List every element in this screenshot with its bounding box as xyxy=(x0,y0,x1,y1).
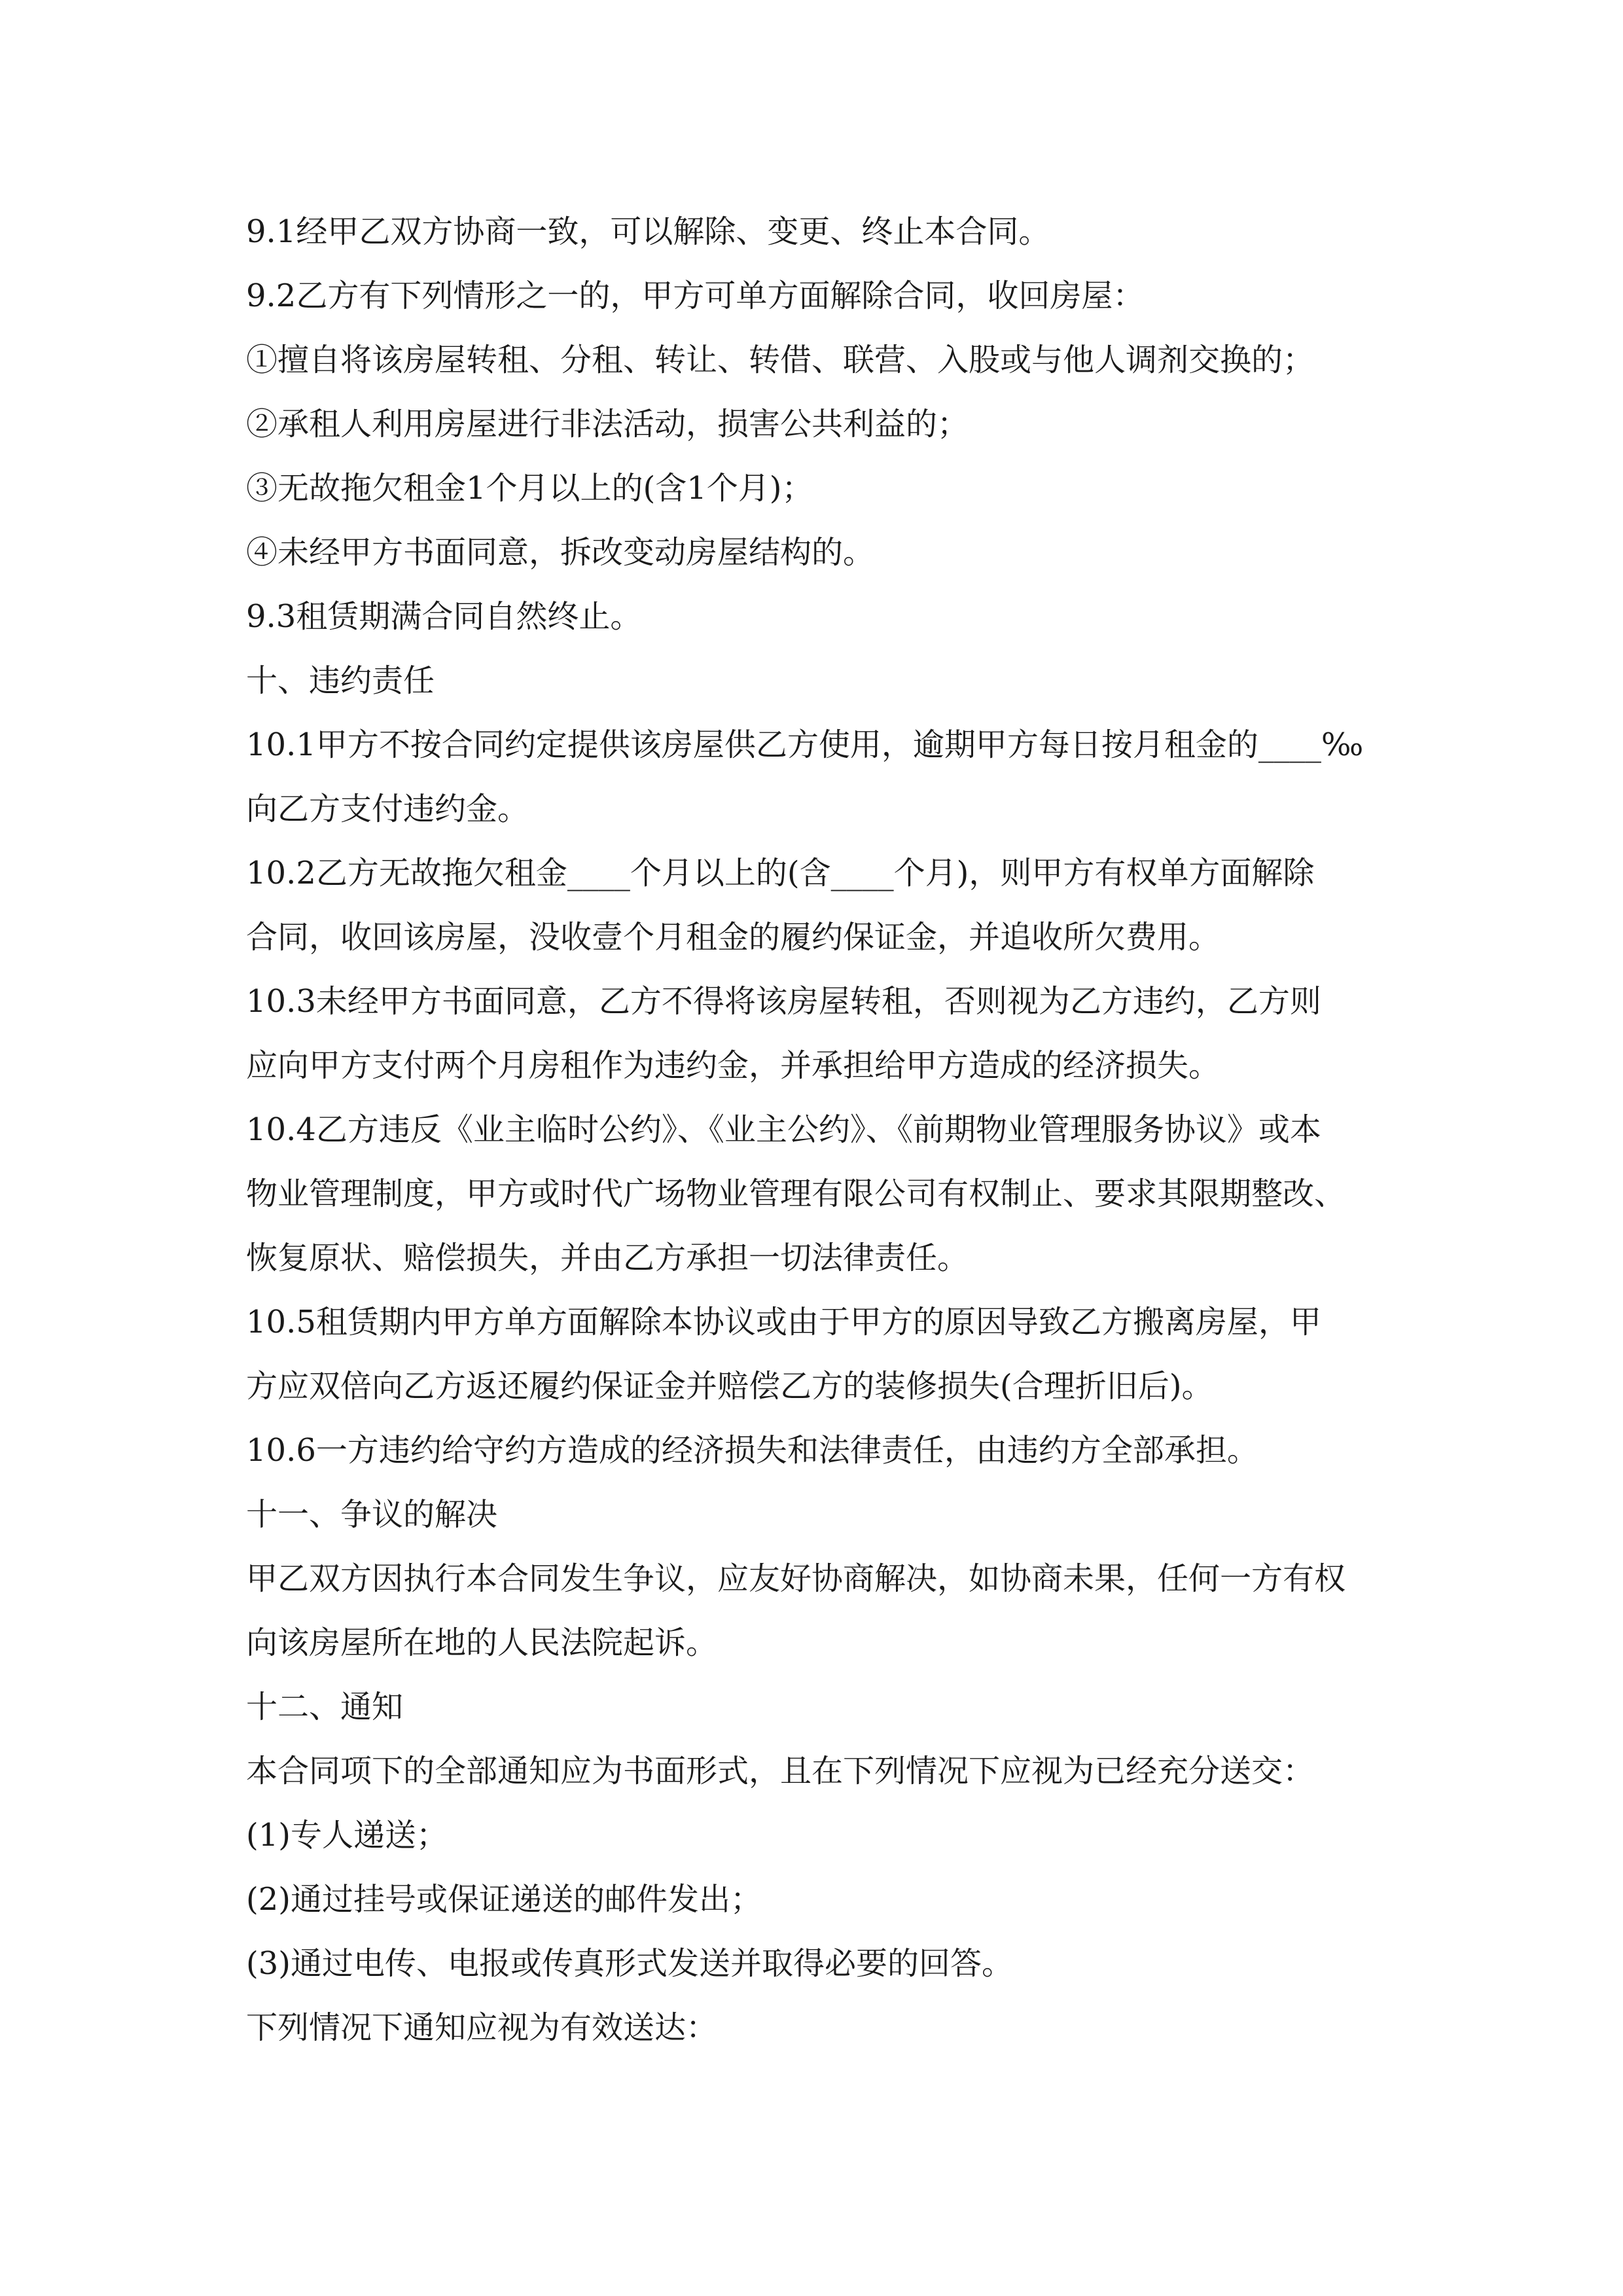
text-line: 10.2乙方无故拖欠租金____个月以上的(含____个月)，则甲方有权单方面解除 xyxy=(246,855,1315,891)
text-line: (3)通过电传、电报或传真形式发送并取得必要的回答。 xyxy=(246,1945,1013,1982)
text-line: 向乙方支付违约金。 xyxy=(246,791,529,827)
text-line: 10.6一方违约给守约方造成的经济损失和法律责任，由违约方全部承担。 xyxy=(246,1432,1258,1469)
document-page xyxy=(246,200,1418,2060)
text-line: ③无故拖欠租金1个月以上的(含1个月)； xyxy=(246,470,813,507)
text-line: 9.1经甲乙双方协商一致，可以解除、变更、终止本合同。 xyxy=(246,213,1050,250)
text-line: 9.3租赁期满合同自然终止。 xyxy=(246,598,642,635)
text-line: 应向甲方支付两个月房租作为违约金，并承担给甲方造成的经济损失。 xyxy=(246,1047,1221,1084)
text-line: 10.5租赁期内甲方单方面解除本协议或由于甲方的原因导致乙方搬离房屋，甲 xyxy=(246,1304,1321,1340)
text-line: ④未经甲方书面同意，拆改变动房屋结构的。 xyxy=(246,534,875,571)
text-line: 本合同项下的全部通知应为书面形式，且在下列情况下应视为已经充分送交： xyxy=(246,1753,1315,1789)
text-line: 9.2乙方有下列情形之一的，甲方可单方面解除合同，收回房屋： xyxy=(246,278,1145,314)
text-line: (2)通过挂号或保证递送的邮件发出； xyxy=(246,1881,762,1918)
text-line: 10.3未经甲方书面同意，乙方不得将该房屋转租，否则视为乙方违约，乙方则 xyxy=(246,983,1321,1020)
section-heading: 十、违约责任 xyxy=(246,662,435,699)
text-line: 10.4乙方违反《业主临时公约》、《业主公约》、《前期物业管理服务协议》或本 xyxy=(246,1111,1321,1148)
text-line: 向该房屋所在地的人民法院起诉。 xyxy=(246,1624,718,1661)
text-line: 甲乙双方因执行本合同发生争议，应友好协商解决，如协商未果，任何一方有权 xyxy=(246,1560,1346,1597)
text-line: 合同，收回该房屋，没收壹个月租金的履约保证金，并追收所欠费用。 xyxy=(246,919,1221,956)
section-heading: 十一、争议的解决 xyxy=(246,1496,498,1533)
text-line: 10.1甲方不按合同约定提供该房屋供乙方使用，逾期甲方每日按月租金的____‰ xyxy=(246,726,1364,763)
text-line: ①擅自将该房屋转租、分租、转让、转借、联营、入股或与他人调剂交换的； xyxy=(246,342,1315,378)
text-line: 恢复原状、赔偿损失，并由乙方承担一切法律责任。 xyxy=(246,1240,969,1276)
text-line: (1)专人递送； xyxy=(246,1817,448,1854)
text-line: 物业管理制度，甲方或时代广场物业管理有限公司有权制止、要求其限期整改、 xyxy=(246,1175,1346,1212)
text-line: 下列情况下通知应视为有效送达： xyxy=(246,2009,718,2046)
section-heading: 十二、通知 xyxy=(246,1689,404,1725)
text-line: 方应双倍向乙方返还履约保证金并赔偿乙方的装修损失(合理折旧后)。 xyxy=(246,1368,1213,1405)
text-line: ②承租人利用房屋进行非法活动，损害公共利益的； xyxy=(246,406,969,442)
